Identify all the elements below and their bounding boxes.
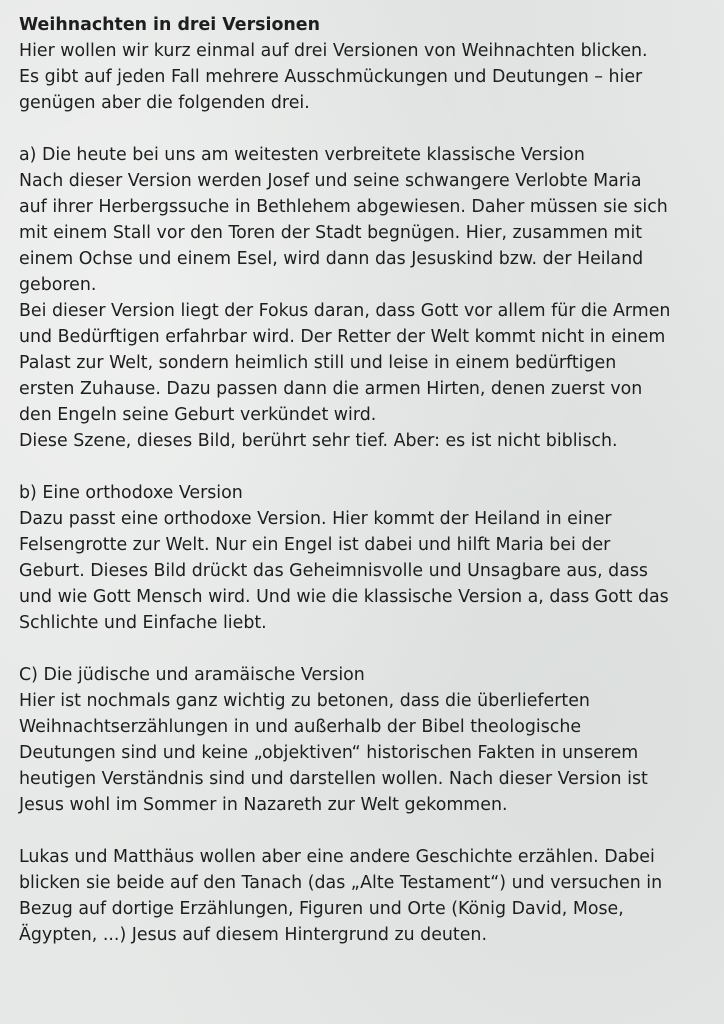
section-a-heading: a) Die heute bei uns am weitesten verbreitete klassische Version <box>19 145 585 165</box>
intro-line: Es gibt auf jeden Fall mehrere Ausschmückungen und Deutungen – hier <box>19 67 643 87</box>
document-title: Weihnachten in drei Versionen <box>19 15 320 35</box>
spacer <box>19 454 714 480</box>
closing-line: Lukas und Matthäus wollen aber eine andere Geschichte erzählen. Dabei <box>19 847 655 867</box>
section-a-line: einem Ochse und einem Esel, wird dann das Jesuskind bzw. der Heiland <box>19 249 644 269</box>
closing-line: Ägypten, ...) Jesus auf diesem Hintergrund zu deuten. <box>19 925 487 945</box>
section-a-line: ersten Zuhause. Dazu passen dann die armen Hirten, denen zuerst von <box>19 379 643 399</box>
spacer <box>19 818 714 844</box>
section-a <box>19 142 714 454</box>
section-a-line: Diese Szene, dieses Bild, berührt sehr tief. Aber: es ist nicht biblisch. <box>19 431 618 451</box>
section-c-line: Weihnachtserzählungen in und außerhalb der Bibel theologische <box>19 717 582 737</box>
section-b-heading: b) Eine orthodoxe Version <box>19 483 243 503</box>
intro-line: genügen aber die folgenden drei. <box>19 93 310 113</box>
spacer <box>19 116 714 142</box>
section-c-line: heutigen Verständnis sind und darstellen wollen. Nach dieser Version ist <box>19 769 648 789</box>
section-c-line: Deutungen sind und keine „objektiven“ historischen Fakten in unserem <box>19 743 639 763</box>
section-a-line: Nach dieser Version werden Josef und seine schwangere Verlobte Maria <box>19 171 642 191</box>
section-c <box>19 662 714 818</box>
section-c-heading: C) Die jüdische und aramäische Version <box>19 665 365 685</box>
section-b-line: Schlichte und Einfache liebt. <box>19 613 267 633</box>
section-b-line: Dazu passt eine orthodoxe Version. Hier kommt der Heiland in einer <box>19 509 612 529</box>
section-a-line: Palast zur Welt, sondern heimlich still und leise in einem bedürftigen <box>19 353 617 373</box>
closing-line: Bezug auf dortige Erzählungen, Figuren und Orte (König David, Mose, <box>19 899 624 919</box>
section-a-line: den Engeln seine Geburt verkündet wird. <box>19 405 377 425</box>
section-a-line: geboren. <box>19 275 97 295</box>
intro-paragraph <box>19 38 714 116</box>
section-b-line: Geburt. Dieses Bild drückt das Geheimnisvolle und Unsagbare aus, dass <box>19 561 648 581</box>
section-c-line: Jesus wohl im Sommer in Nazareth zur Welt gekommen. <box>19 795 508 815</box>
closing-line: blicken sie beide auf den Tanach (das „Alte Testament“) und versuchen in <box>19 873 663 893</box>
closing-paragraph <box>19 844 714 948</box>
section-a-line: und Bedürftigen erfahrbar wird. Der Retter der Welt kommt nicht in einem <box>19 327 666 347</box>
section-a-line: mit einem Stall vor den Toren der Stadt begnügen. Hier, zusammen mit <box>19 223 643 243</box>
section-b <box>19 480 714 636</box>
spacer <box>19 636 714 662</box>
section-b-line: und wie Gott Mensch wird. Und wie die klassische Version a, dass Gott das <box>19 587 669 607</box>
intro-line: Hier wollen wir kurz einmal auf drei Versionen von Weihnachten blicken. <box>19 41 648 61</box>
section-a-line: auf ihrer Herbergssuche in Bethlehem abgewiesen. Daher müssen sie sich <box>19 197 668 217</box>
section-a-line: Bei dieser Version liegt der Fokus daran, dass Gott vor allem für die Armen <box>19 301 671 321</box>
section-c-line: Hier ist nochmals ganz wichtig zu betonen, dass die überlieferten <box>19 691 590 711</box>
section-b-line: Felsengrotte zur Welt. Nur ein Engel ist dabei und hilft Maria bei der <box>19 535 611 555</box>
